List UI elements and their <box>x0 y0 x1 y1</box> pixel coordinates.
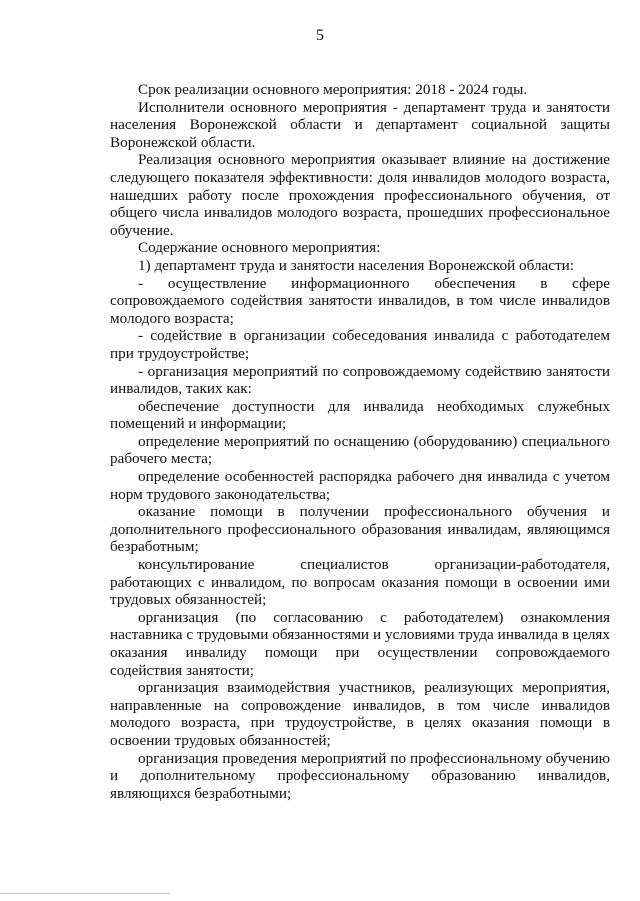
paragraph-training-organization: организация проведения мероприятий по профессиональному обучению и дополнительному профессиональному образованию инвалидов, являющихся безработными; <box>110 749 610 802</box>
paragraph-department-item: 1) департамент труда и занятости населения Воронежской области: <box>138 256 575 274</box>
paragraph-training-assistance: оказание помощи в получении профессионального обучения и дополнительного профессионального образования инвалидам, являющимся безработным; <box>110 503 610 556</box>
paragraph-implementation-period: Срок реализации основного мероприятия: 2018 - 2024 годы. <box>138 81 528 98</box>
paragraph-efficiency-indicator: Реализация основного мероприятия оказывает влияние на достижение следующего показателя эффективности: доля инвалидов молодого возраста, нашедших работу после прохождения профессионального обучения, от общего числа инвалидов молодого возраста, прошедших профессиональное обучение. <box>110 151 610 239</box>
bottom-scan-line <box>0 893 170 894</box>
paragraph-participant-interaction: организация взаимодействия участников, реализующих мероприятия, направленные на сопровождение инвалидов, в том числе инвалидов молодого возраста, при трудоустройстве, в целях оказания помощи в освоении трудовых обязанностей; <box>110 679 610 749</box>
paragraph-support-measures: - организация мероприятий по сопровождаемому содействию занятости инвалидов, таких как: <box>110 362 610 398</box>
paragraph-mentor-introduction: организация (по согласованию с работодателем) ознакомления наставника с трудовыми обязанностями и условиями труда инвалида в целях оказания инвалиду помощи при осуществлении сопровождаемого содействия занятости; <box>110 608 610 679</box>
paragraph-accessibility: обеспечение доступности для инвалида необходимых служебных помещений и информации; <box>110 397 610 433</box>
paragraph-information-support: - осуществление информационного обеспечения в сфере сопровождаемого содействия занятости инвалидов, в том числе инвалидов молодого возраста; <box>110 274 610 327</box>
paragraph-interview-assistance: - содействие в организации собеседования инвалида с работодателем при трудоустройстве; <box>110 327 610 362</box>
paragraph-consulting: консультирование специалистов организации-работодателя, работающих с инвалидом, по вопросам оказания помощи в освоении ими трудовых обязанностей; <box>110 556 610 609</box>
page-number: 5 <box>316 27 324 44</box>
paragraph-executors: Исполнители основного мероприятия - департамент труда и занятости населения Воронежской области и департамент социальной защиты Воронежской области. <box>110 98 610 151</box>
document-body <box>110 81 610 802</box>
paragraph-workplace-equipment: определение мероприятий по оснащению (оборудованию) специального рабочего места; <box>110 432 610 468</box>
paragraph-work-schedule: определение особенностей распорядка рабочего дня инвалида с учетом норм трудового законодательства; <box>110 468 610 503</box>
paragraph-content-heading: Содержание основного мероприятия: <box>138 239 381 257</box>
